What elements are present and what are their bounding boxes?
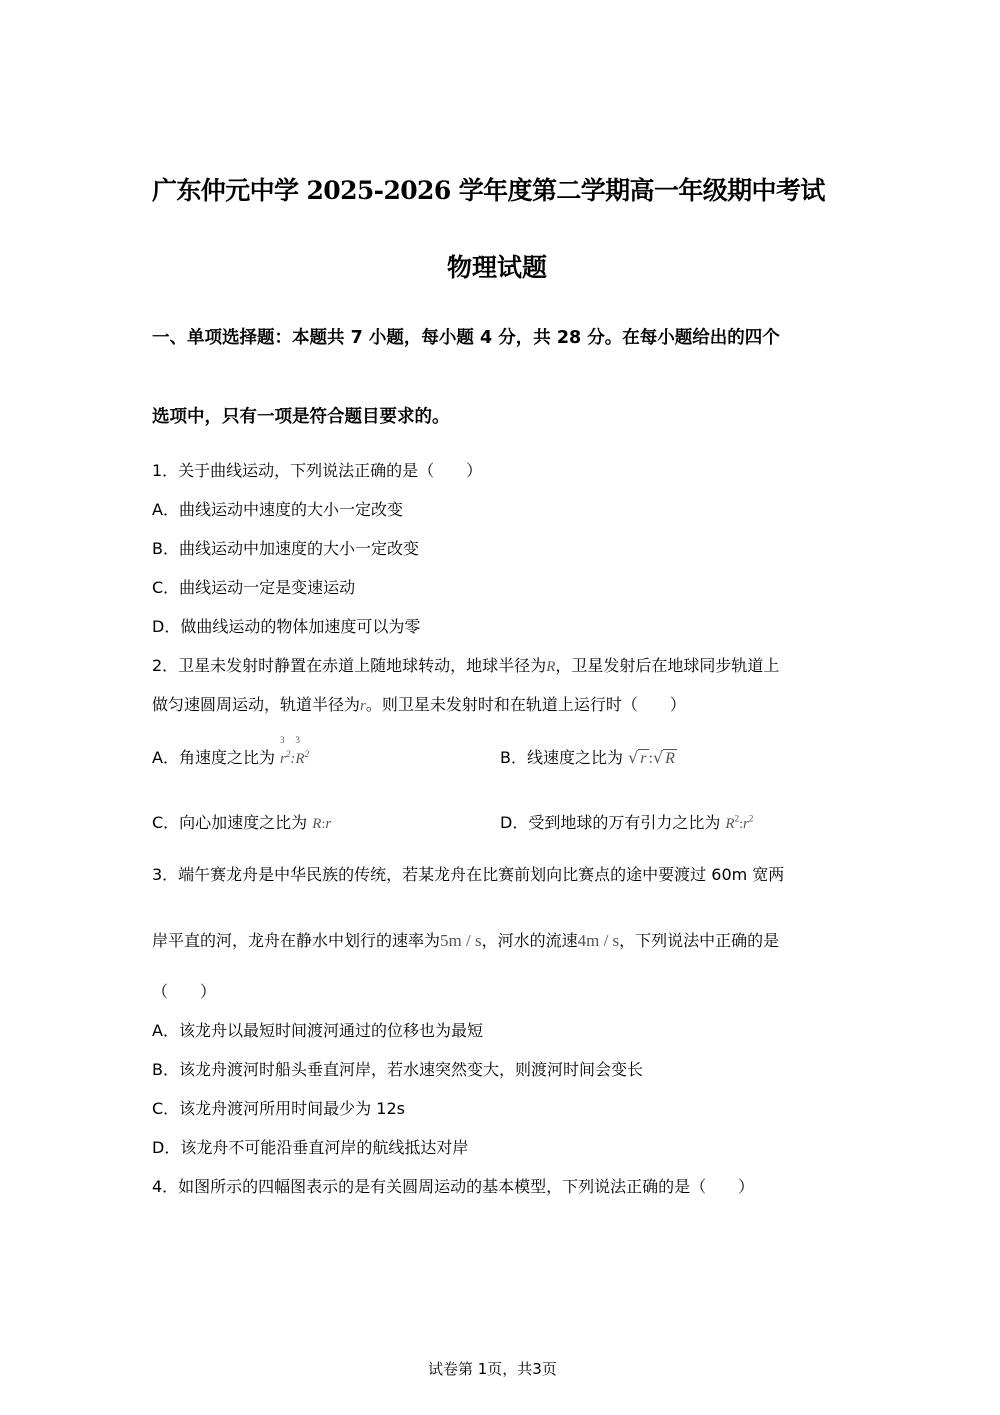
option-text: C．向心加速度之比为 [152, 813, 308, 832]
question-3-stem-line1: 3．端午赛龙舟是中华民族的传统，若某龙舟在比赛前划向比赛点的途中要渡过 60m 宽两 [152, 865, 785, 884]
sqrt-symbol: √ [652, 748, 664, 767]
question-3-option-a: A．该龙舟以最短时间渡河通过的位移也为最短 [152, 1021, 483, 1040]
exponent-numerator: 3 [295, 735, 300, 745]
sqrt-expression [653, 748, 677, 767]
question-4-stem: 4．如图所示的四幅图表示的是有关圆周运动的基本模型，下列说法正确的是（ ） [152, 1177, 755, 1196]
math-var: r [280, 751, 286, 767]
math-var: r [640, 750, 647, 767]
page-footer: 试卷第 1页，共3页 [428, 1360, 557, 1378]
math-var-R: R [546, 659, 556, 675]
question-2-option-a [152, 735, 310, 768]
page-title: 广东仲元中学 2025-2026 学年度第二学期高一年级期中考试 [152, 176, 825, 205]
question-3-stem-line3: （ ） [152, 982, 217, 1001]
question-3-stem-line2 [152, 928, 779, 951]
question-3-option-d: D．该龙舟不可能沿垂直河岸的航线抵达对岸 [152, 1138, 469, 1157]
question-2-stem-line2 [152, 692, 686, 715]
question-2-stem-text: 2．卫星未发射时静置在赤道上随地球转动，地球半径为 [152, 656, 547, 675]
section-heading-line1: 一、单项选择题：本题共 7 小题，每小题 4 分，共 28 分。在每小题给出的四个 [152, 328, 780, 348]
page-subtitle: 物理试题 [447, 253, 548, 282]
option-text: D．受到地球的万有引力之比为 [500, 813, 721, 832]
question-1-option-d: D．做曲线运动的物体加速度可以为零 [152, 617, 421, 636]
question-2-stem-text: 。则卫星未发射时和在轨道上运行时（ ） [365, 695, 686, 714]
question-2-stem-line1 [152, 653, 779, 676]
question-3-option-b: B．该龙舟渡河时船头垂直河岸，若水速突然变大，则渡河时间会变长 [152, 1060, 643, 1079]
question-2-stem-text: ，卫星发射后在地球同步轨道上 [555, 656, 780, 675]
question-2-option-d [500, 810, 753, 833]
exponent-denominator: 2 [304, 749, 310, 759]
question-2-option-b [500, 745, 677, 768]
exponent-numerator: 3 [280, 735, 285, 745]
question-1-option-c: C．曲线运动一定是变速运动 [152, 578, 356, 597]
question-3-option-c: C．该龙舟渡河所用时间最少为 12s [152, 1099, 405, 1118]
exponent: 2 [734, 813, 740, 824]
math-var: R [665, 750, 675, 767]
question-2-stem-text: 做匀速圆周运动，轨道半径为 [152, 695, 361, 714]
math-var: R [725, 816, 735, 832]
math-var: R [312, 816, 322, 832]
sqrt-symbol: √ [628, 748, 639, 767]
math-var: r [325, 816, 332, 832]
question-3-stem-text: ，河水的流速 [481, 931, 578, 950]
math-var-r: r [360, 698, 366, 714]
question-3-stem-text: 岸平直的河，龙舟在静水中划行的速率为 [152, 931, 441, 950]
question-1-option-a: A．曲线运动中速度的大小一定改变 [152, 500, 403, 519]
ratio-colon: : [739, 817, 743, 832]
speed-river: 4m / s [577, 931, 620, 950]
speed-boat: 5m / s [440, 931, 482, 950]
math-var: r [742, 816, 749, 832]
question-3-stem-text: ，下列说法中正确的是 [619, 931, 780, 950]
exponent: 2 [748, 813, 754, 824]
section-heading-line2: 选项中，只有一项是符合题目要求的。 [152, 407, 450, 427]
math-term [295, 735, 310, 768]
sqrt-expression [628, 748, 648, 767]
option-text: A．角速度之比为 [152, 748, 275, 767]
question-1-option-b: B．曲线运动中加速度的大小一定改变 [152, 539, 419, 558]
ratio-colon: : [648, 750, 653, 767]
ratio-colon: : [290, 751, 296, 767]
math-expression-a [280, 735, 310, 767]
math-var: R [295, 751, 305, 767]
question-2-option-c [152, 810, 331, 833]
exponent-denominator: 2 [285, 749, 291, 759]
math-term [280, 735, 291, 768]
question-1-stem: 1．关于曲线运动，下列说法正确的是（ ） [152, 461, 483, 480]
ratio-colon: : [321, 817, 326, 832]
option-text: B．线速度之比为 [500, 748, 623, 767]
